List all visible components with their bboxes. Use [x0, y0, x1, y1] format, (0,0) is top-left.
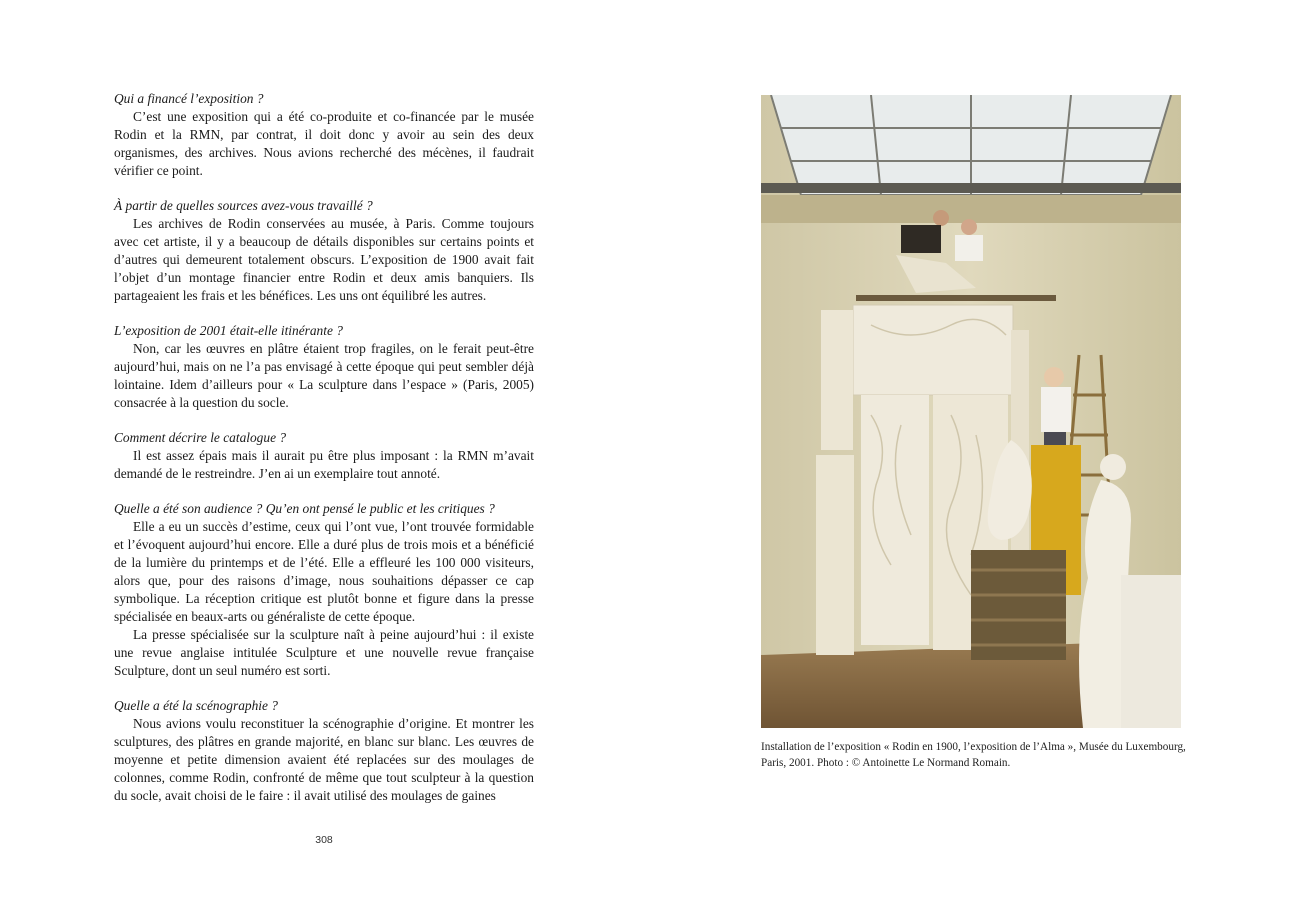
question-heading: Quelle a été la scénographie ?	[114, 698, 278, 713]
page-number: 308	[315, 834, 333, 846]
question-heading: L’exposition de 2001 était-elle itinérante ?	[114, 323, 343, 338]
qa-section-scenography	[114, 697, 534, 805]
question-heading: À partir de quelles sources avez-vous travaillé ?	[114, 198, 373, 213]
answer-paragraph: C’est une exposition qui a été co-produite et co-financée par le musée Rodin et la RMN, par contrat, il doit donc y avoir au sein des deux organismes, des archives. Nous avions recherché des mécènes, il faudrait vérifier ce point.	[114, 109, 534, 178]
question-heading: Quelle a été son audience ? Qu’en ont pensé le public et les critiques ?	[114, 501, 495, 516]
photo-caption: Installation de l’exposition « Rodin en 1900, l’exposition de l’Alma », Musée du Luxembourg, Paris, 2001. Photo : © Antoinette Le Normand Romain.	[761, 741, 1186, 769]
qa-section-sources	[114, 197, 534, 305]
answer-paragraph: Nous avions voulu reconstituer la scénographie d’origine. Et montrer les sculptures, des plâtres en grande majorité, en blanc sur blanc. Les œuvres de moyenne et petite dimension avaient été replacées sur des moulages de colonnes, comme Rodin, confronté de même que tout sculpteur à la question du socle, avait choisi de le faire : il avait utilisé des moulages de gaines	[114, 716, 534, 803]
qa-section-financing	[114, 90, 534, 180]
qa-section-audience	[114, 500, 534, 680]
left-page-text	[114, 90, 534, 822]
answer-paragraph: Il est assez épais mais il aurait pu être plus imposant : la RMN m’avait demandé de le restreindre. J’en ai un exemplaire tout annoté.	[114, 448, 534, 481]
answer-paragraph: Les archives de Rodin conservées au musée, à Paris. Comme toujours avec cet artiste, il y a beaucoup de détails disponibles sur certains points et d’autres qui demeurent totalement obscurs. L’exposition de 1900 avait fait l’objet d’un montage financier entre Rodin et deux amis banquiers. Ils partageaient les frais et les bénéfices. Les uns ont équilibré les autres.	[114, 216, 534, 303]
qa-section-catalogue	[114, 429, 534, 483]
qa-section-touring	[114, 322, 534, 412]
answer-paragraph: La presse spécialisée sur la sculpture naît à peine aujourd’hui : il existe une revue anglaise intitulée Sculpture et une nouvelle revue française Sculpture, dont un seul numéro est sorti.	[114, 627, 534, 678]
question-heading: Comment décrire le catalogue ?	[114, 430, 287, 445]
question-heading: Qui a financé l’exposition ?	[114, 91, 264, 106]
answer-paragraph: Elle a eu un succès d’estime, ceux qui l’ont vue, l’ont trouvée formidable et l’évoquent aujourd’hui encore. Elle a duré plus de trois mois et a bénéficié de la lumière du printemps et de l’été. Elle a effleuré les 100 000 visiteurs, alors que, pour des raisons d’image, nous souhaitions dépasser ce cap symbolique. La réception critique est plutôt bonne et figure dans la presse spécialisée en beaux-arts ou généraliste de cette époque.	[114, 519, 534, 624]
installation-photo	[761, 95, 1181, 728]
answer-paragraph: Non, car les œuvres en plâtre étaient trop fragiles, on le ferait peut-être aujourd’hui, mais on ne l’a pas envisagé à cette époque qui peut sembler déjà lointaine. Idem d’ailleurs pour « La sculpture dans l’espace » (Paris, 2005) consacrée à la question du socle.	[114, 341, 534, 410]
